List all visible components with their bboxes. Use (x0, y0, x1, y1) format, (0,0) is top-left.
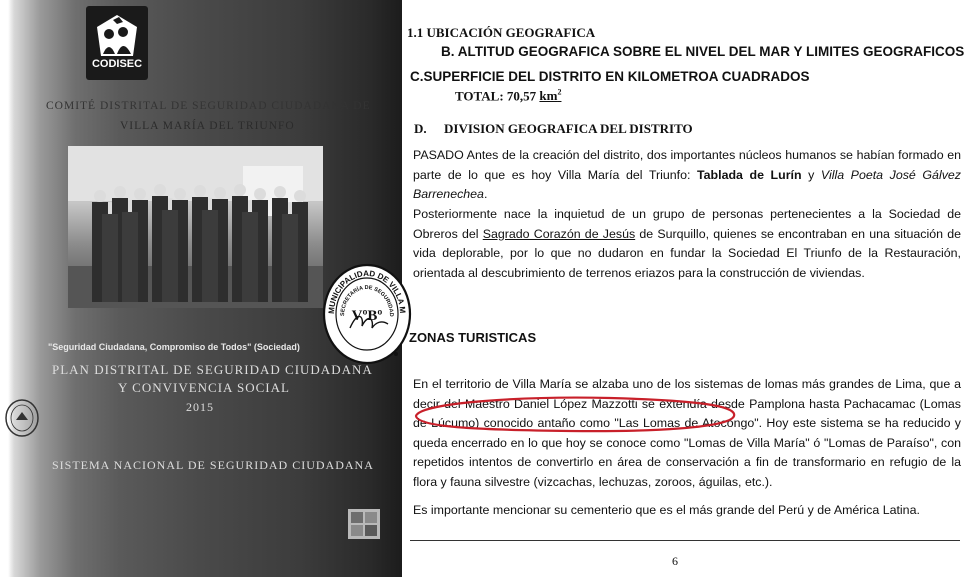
total-unit: $km^2$ (539, 88, 562, 104)
cover-district-line: VILLA MARÍA DEL TRIUNFO (120, 120, 295, 132)
municipal-seal-stamp (320, 258, 414, 368)
paragraph-pasado: PASADO Antes de la creación del distrito, dos importantes núcleos humanos se habían formado en parte de lo que es hoy Villa María del Triunfo: Tablada de Lurín y Villa Poeta José Gálvez Barrenechea. (413, 148, 961, 201)
subheading-d-letter: D. (414, 121, 427, 136)
cover-system-line: SISTEMA NACIONAL DE SEGURIDAD CIUDADANA (52, 458, 374, 472)
page-number: 6 (672, 554, 678, 568)
red-hand-drawn-circle (410, 394, 740, 434)
logo-text: CODISEC (91, 58, 143, 70)
subheading-c: C.SUPERFICIE DEL DISTRITO EN KILOMETROA CUADRADOS (410, 69, 810, 84)
cover-corner-emblem (348, 509, 380, 539)
cover-plan-subtitle: Y CONVIVENCIA SOCIAL (118, 380, 290, 395)
section-heading-1-1: 1.1 UBICACIÓN GEOGRAFICA (407, 25, 596, 40)
cover-year: 2015 (186, 400, 214, 414)
cover-slogan: "Seguridad Ciudadana, Compromiso de Todos" (Sociedad) (48, 342, 300, 352)
seal-inner-text: SECRETARÍA DE SEGURIDAD (339, 284, 395, 317)
cover-plan-title: PLAN DISTRITAL DE SEGURIDAD CIUDADANA (52, 362, 373, 377)
paragraph-lomas: En el territorio de Villa María se alzaba uno de los sistemas de lomas más grandes de Lima, que a decir del Maestro Daniel López Mazzotti se extendía desde Pamplona hasta Pachacamac (Lomas de Lúcumo) conocido antaño como "Las Lomas de Atocongo". Hoy este sistema se ha reducido y queda encerrado en lo que hoy se conoce como "Lomas de Villa María" ó "Lomas de Paraíso", con repetidos intentos de convertirlo en área de conservación a fin de transformario en refugio de la flora y fauna silvestre (vizcachas, lechuzas, zoroos, águilas, etc.). (413, 377, 961, 489)
subheading-d: DIVISION GEOGRAFICA DEL DISTRITO (444, 121, 693, 136)
subheading-b: B. ALTITUD GEOGRAFICA SOBRE EL NIVEL DEL MAR Y LIMITES GEOGRAFICOS (441, 44, 965, 59)
codisec-emblem-icon (93, 12, 141, 60)
heading-zonas-turisticas: ZONAS TURISTICAS (409, 330, 537, 345)
group-people-image (68, 146, 323, 308)
footer-divider (410, 540, 960, 541)
seal-approval-mark: VºBº (351, 308, 383, 324)
total-area (455, 88, 561, 104)
seal-ring-text: MUNICIPALIDAD DE VILLA M (326, 268, 408, 315)
group-photo (68, 146, 323, 308)
total-label: TOTAL: 70,57 (455, 88, 540, 104)
paragraph-cementerio: Es importante mencionar su cementerio que es el más grande del Perú y de América Latina. (413, 503, 920, 517)
small-seal-stamp (4, 398, 40, 438)
cover-committee-line: COMITÉ DISTRITAL DE SEGURIDAD CIUDADANA DE (46, 100, 371, 112)
paragraph-posteriormente: Posteriormente nace la inquietud de un grupo de personas pertenecientes a la Sociedad de Obreros del Sagrado Corazón de Jesús de Surquillo, quienes se encontraban en una situación de vida deplorable, por lo que no dudaron en fundar la Sociedad El Triunfo de la Restauración, orientada al descubrimiento de terrenos eriazos para la construcción de viviendas. (413, 207, 961, 280)
